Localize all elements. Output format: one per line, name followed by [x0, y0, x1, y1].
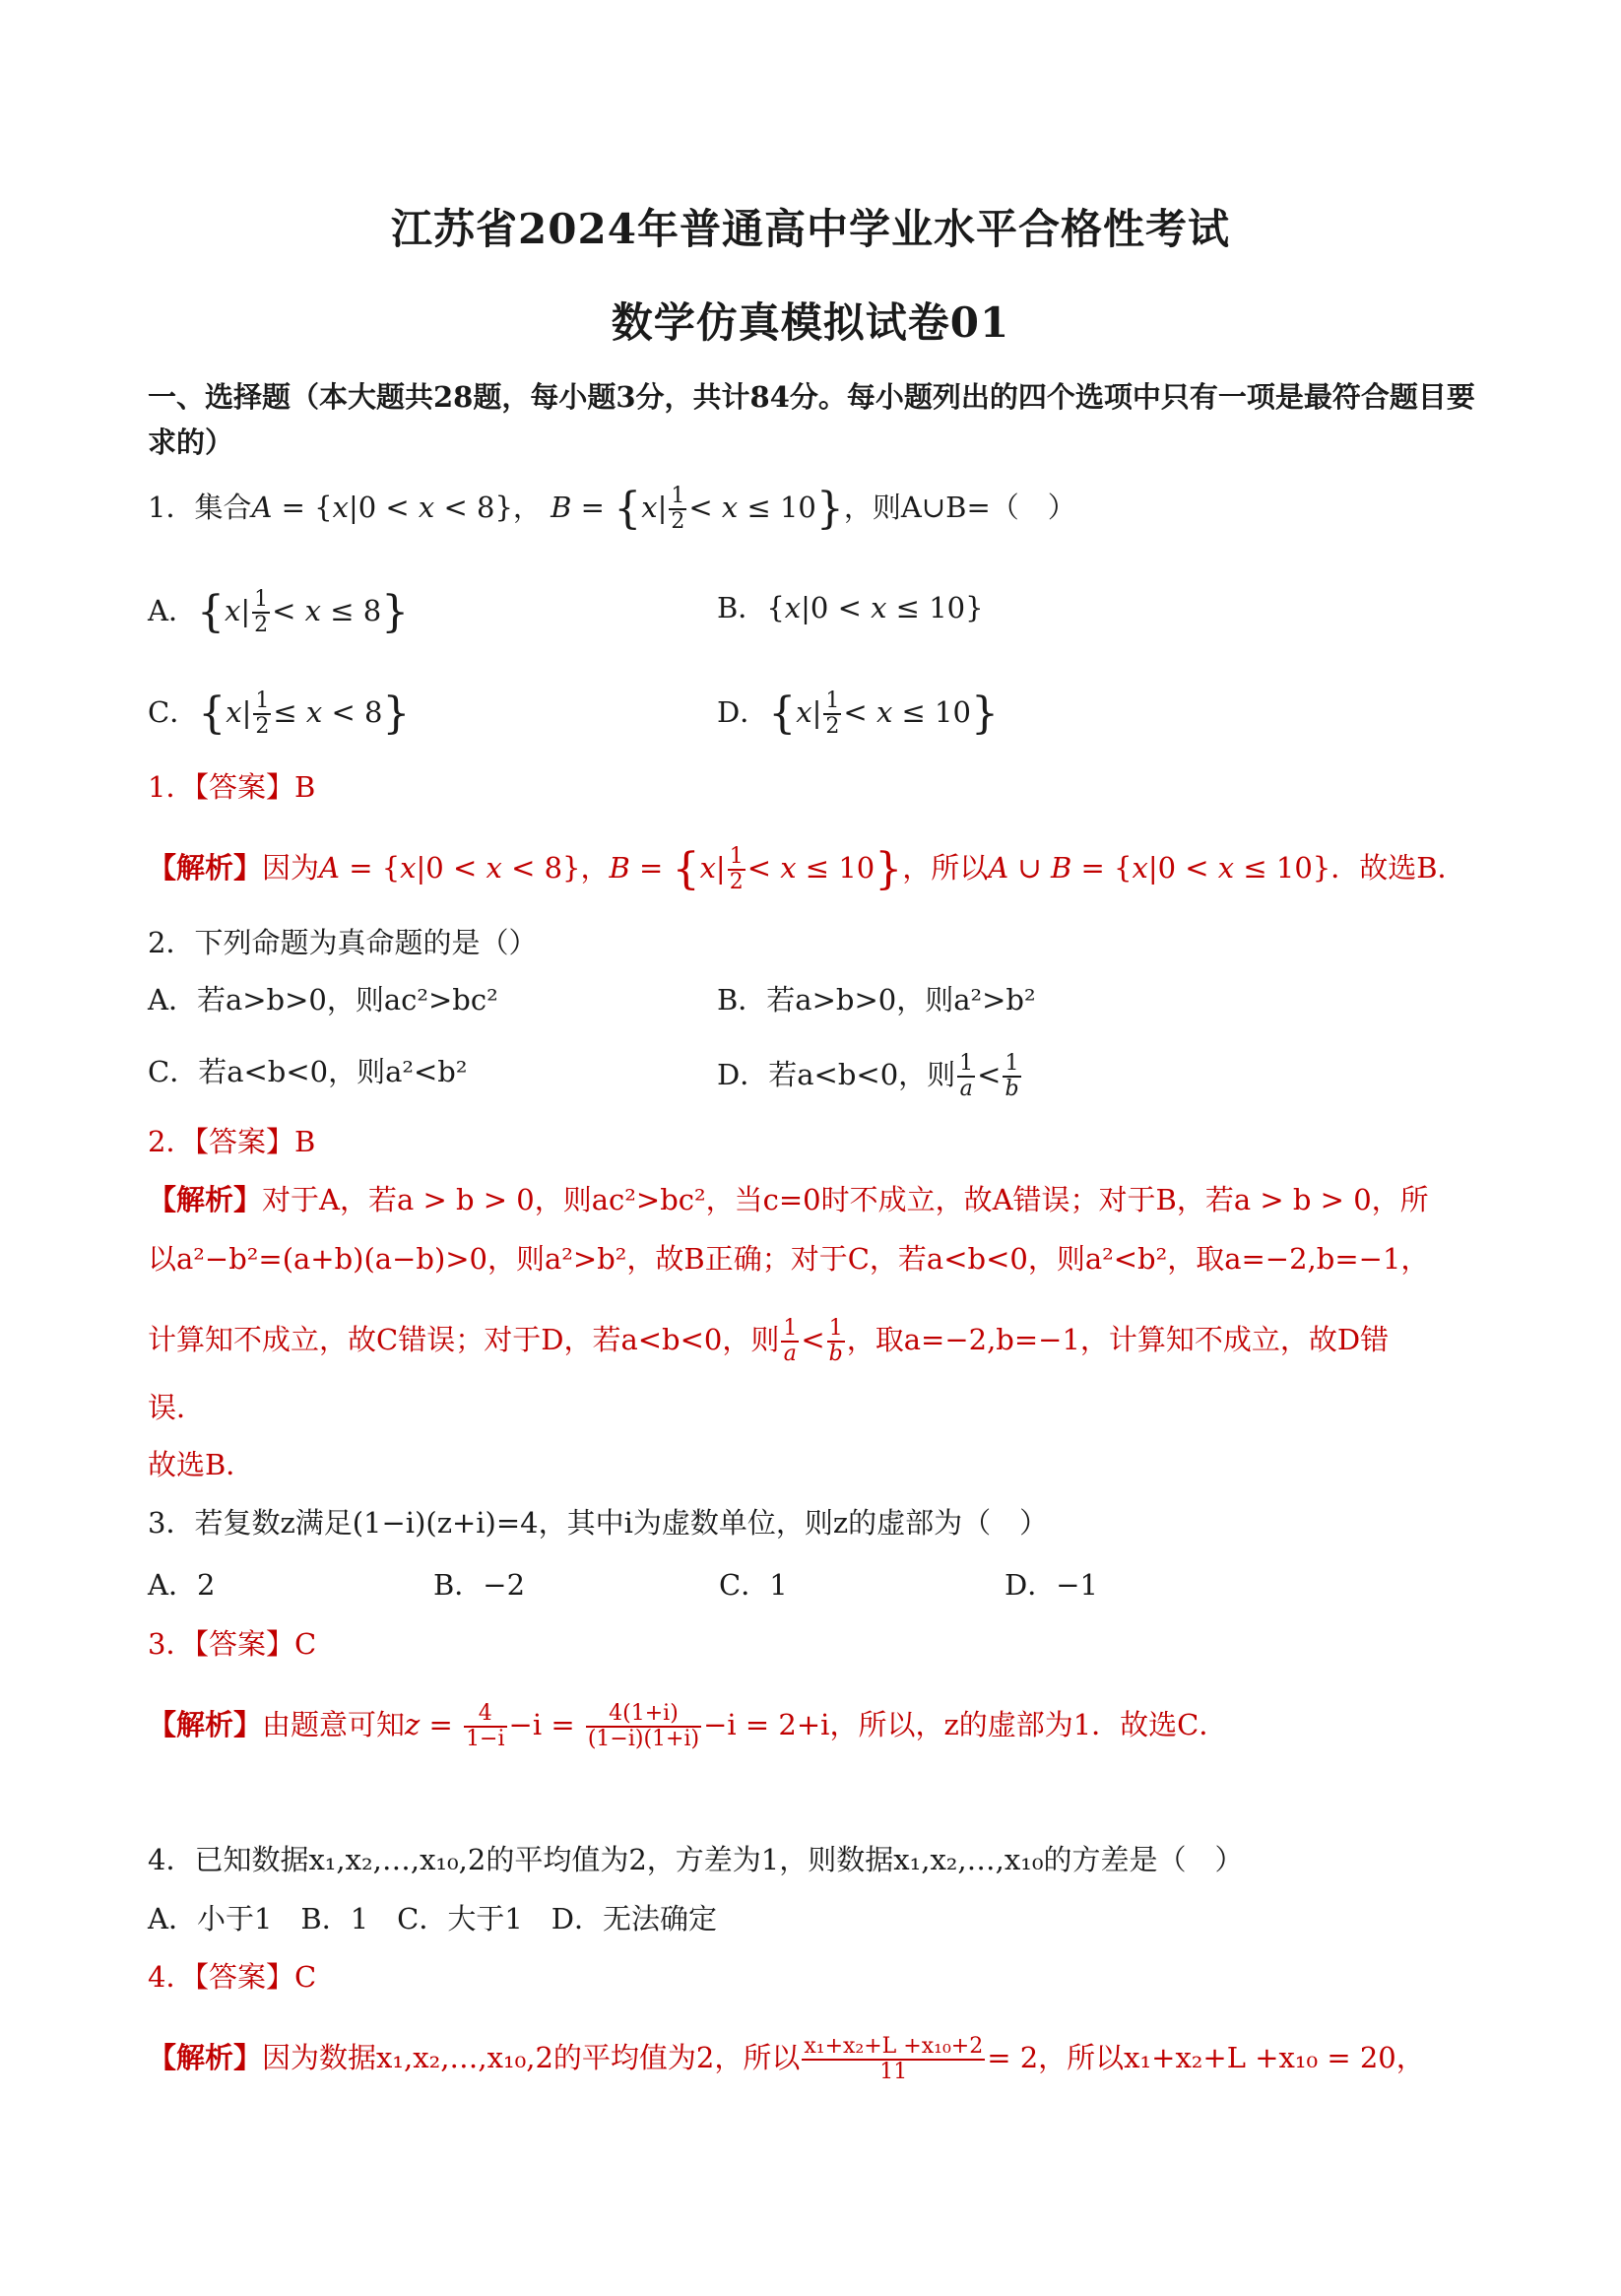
q2-option-b: B．若a>b>0，则a²>b²: [717, 983, 1036, 1017]
q3-option-c: C．1: [719, 1568, 788, 1602]
q2-option-a: A．若a>b>0，则ac²>bc²: [148, 983, 498, 1017]
q2-analysis-line3: 计算知不成立，故C错误；对于D，若a<b<0，则 $\frac{1}{a}$ < $\frac{1}{b}$ ，取a=−2,b=−1，计算知不成立，故D错: [148, 1316, 1390, 1366]
q2-analysis-line2: 以a²−b²=(a+b)(a−b)>0，则a²>b²，故B正确；对于C，若a<b<0，则a²<b²，取a=−2,b=−1，: [148, 1242, 1430, 1276]
q2-option-d: D．若a<b<0，则 $\frac{1}{a}$ < $\frac{1}{b}$: [717, 1051, 1019, 1101]
q1-answer: 1．【答案】B: [148, 770, 316, 804]
q3-option-b: B．−2: [433, 1568, 526, 1602]
q3-analysis: 【解析】由题意可知z = $\frac{4}{1-i}$ −i = $\frac{4(1+i)}{(1-i)(1+i)}$ −i = 2+i，所以，z的虚部为1．故选C．: [148, 1701, 1228, 1751]
q4-answer: 4．【答案】C: [148, 1960, 317, 1994]
exam-title: 江苏省2024年普通高中学业水平合格性考试: [391, 205, 1230, 253]
q1-option-a: A．{x| $\frac{1}{2}$ < x ≤ 8}: [148, 587, 410, 637]
section-heading: 一、选择题（本大题共28题，每小题3分，共计84分。每小题列出的四个选项中只有一项是最符合题目要求的）: [148, 380, 1475, 459]
q1-option-d: D．{x| $\frac{1}{2}$ < x ≤ 10}: [717, 689, 999, 739]
question-1: 1．集合A = {x|0 < x < 8}， B = {x| $\frac{1}{2}$ < x ≤ 10}，则A∪B=（ ）: [148, 484, 1076, 534]
question-4: 4．已知数据x₁,x₂,…,x₁₀,2的平均值为2，方差为1，则数据x₁,x₂,…,x₁₀的方差是（ ）: [148, 1843, 1244, 1876]
q1-option-c: C．{x| $\frac{1}{2}$ ≤ x < 8}: [148, 689, 411, 739]
q4-analysis: 【解析】因为数据x₁,x₂,…,x₁₀,2的平均值为2，所以 $\frac{\text{x₁+x₂+L +x₁₀+2}}{11}$ = 2，所以x₁+x₂+L +x₁₀ = 20，: [148, 2034, 1425, 2084]
q2-analysis-line5: 故选B．: [148, 1448, 255, 1481]
question-3: 3．若复数z满足(1−i)(z+i)=4，其中i为虚数单位，则z的虚部为（ ）: [148, 1506, 1049, 1540]
q1-analysis: 【解析】因为A = {x|0 < x < 8}，B = {x| $\frac{1}{2}$ < x ≤ 10}，所以A ∪ B = {x|0 < x ≤ 10}．故选B．: [148, 844, 1466, 894]
q3-option-d: D．−1: [1005, 1568, 1099, 1602]
q2-analysis-line4: 误．: [148, 1391, 206, 1424]
exam-subtitle: 数学仿真模拟试卷01: [611, 298, 1010, 347]
q4-options: A．小于1 B．1 C．大于1 D．无法确定: [148, 1902, 718, 1935]
q3-answer: 3．【答案】C: [148, 1627, 317, 1661]
q2-answer: 2．【答案】B: [148, 1125, 316, 1158]
q2-option-c: C．若a<b<0，则a²<b²: [148, 1055, 468, 1088]
q3-option-a: A．2: [148, 1568, 216, 1602]
q2-analysis-line1: 【解析】对于A，若a > b > 0，则ac²>bc²，当c=0时不成立，故A错误；对于B，若a > b > 0，所: [148, 1183, 1429, 1216]
question-2: 2．下列命题为真命题的是（）: [148, 926, 538, 959]
q1-option-b: B．{x|0 < x ≤ 10}: [717, 591, 984, 624]
